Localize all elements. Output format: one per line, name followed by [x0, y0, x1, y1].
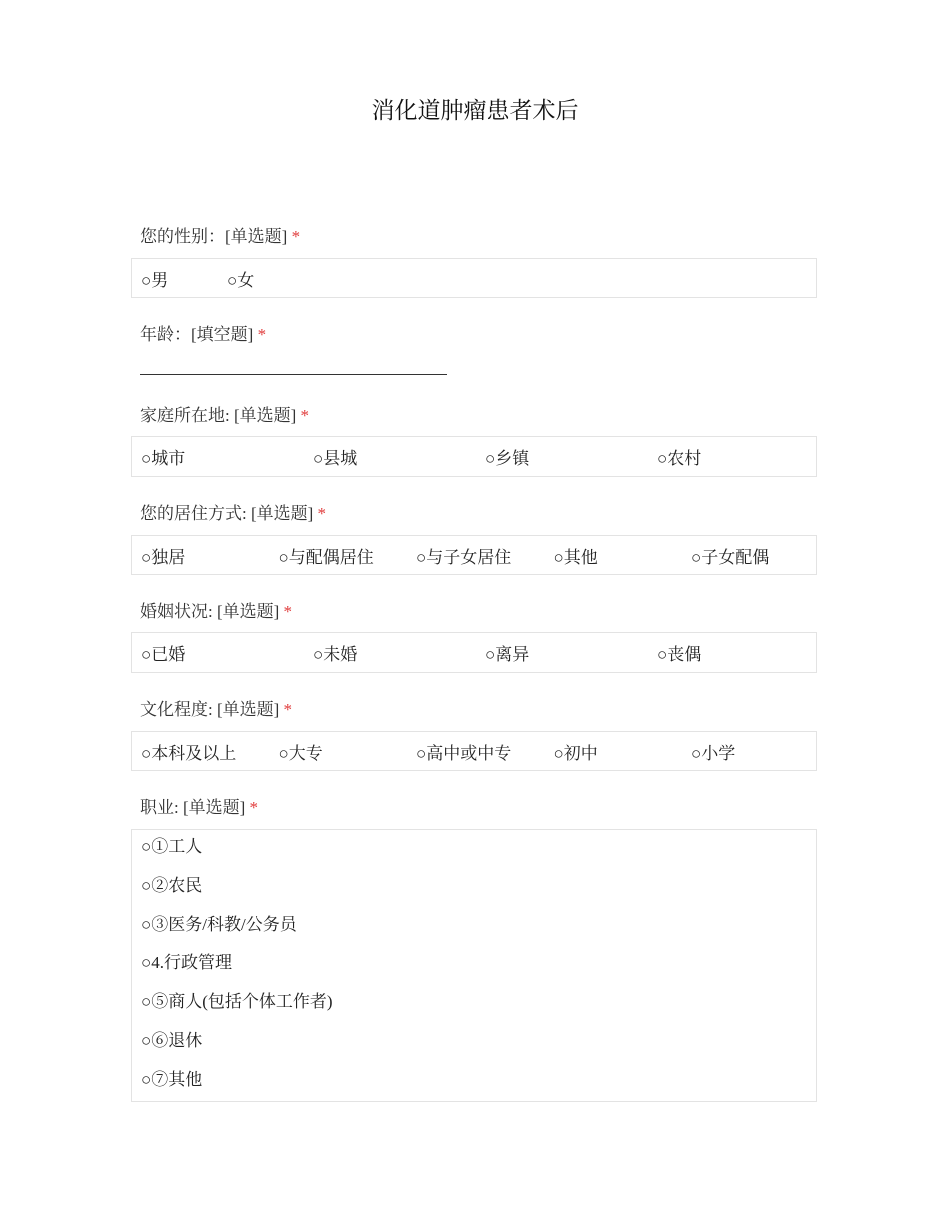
option-bachelor[interactable]: ○本科及以上: [141, 743, 237, 763]
option-divorced[interactable]: ○离异: [485, 645, 530, 664]
option-junior-high[interactable]: ○初中: [553, 743, 598, 763]
required-mark: *: [283, 602, 293, 621]
occupation-options: [131, 829, 817, 1102]
question-text: 您的居住方式: [单选题]: [140, 504, 314, 523]
option-unmarried[interactable]: ○未婚: [313, 645, 358, 664]
question-living-label: [140, 499, 326, 524]
question-text: 婚姻状况: [单选题]: [140, 602, 280, 621]
option-business[interactable]: ○⑤商人(包括个体工作者): [141, 992, 333, 1012]
question-gender-label: [140, 222, 300, 247]
marital-options: [131, 632, 817, 673]
option-high-school[interactable]: ○高中或中专: [416, 743, 512, 763]
option-village[interactable]: ○农村: [657, 449, 702, 468]
question-home-location-label: [140, 401, 309, 426]
gender-options: [131, 258, 817, 298]
question-text: 您的性别：[单选题]: [140, 227, 288, 246]
question-age-label: [140, 320, 266, 345]
option-widowed[interactable]: ○丧偶: [657, 645, 702, 664]
option-with-children[interactable]: ○与子女居住: [416, 547, 512, 567]
required-mark: *: [257, 325, 267, 344]
age-fill-blank[interactable]: [140, 374, 447, 375]
option-administration[interactable]: ○4.行政管理: [141, 953, 233, 973]
question-text: 职业: [单选题]: [140, 798, 246, 817]
option-college[interactable]: ○大专: [278, 743, 323, 763]
option-female[interactable]: ○女: [227, 270, 255, 290]
home-location-options: [131, 436, 817, 477]
option-retired[interactable]: ○⑥退休: [141, 1030, 203, 1050]
option-town[interactable]: ○乡镇: [485, 449, 530, 468]
education-options: [131, 731, 817, 771]
question-text: 年龄：[填空题]: [140, 325, 254, 344]
question-text: 家庭所在地: [单选题]: [140, 406, 297, 425]
required-mark: *: [283, 700, 293, 719]
question-education-label: [140, 695, 292, 720]
question-occupation-label: [140, 793, 258, 818]
required-mark: *: [300, 406, 310, 425]
option-city[interactable]: ○城市: [141, 449, 186, 468]
option-county[interactable]: ○县城: [313, 449, 358, 468]
living-options: [131, 535, 817, 575]
option-farmer[interactable]: ○②农民: [141, 875, 203, 895]
option-worker[interactable]: ○①工人: [141, 837, 203, 856]
option-primary[interactable]: ○小学: [691, 743, 736, 763]
option-other[interactable]: ○其他: [553, 547, 598, 567]
required-mark: *: [291, 227, 301, 246]
option-alone[interactable]: ○独居: [141, 547, 186, 567]
option-male[interactable]: ○男: [141, 270, 169, 290]
option-medical-education-civil[interactable]: ○③医务/科教/公务员: [141, 914, 297, 934]
option-children-spouse[interactable]: ○子女配偶: [691, 547, 770, 567]
option-other-occupation[interactable]: ○⑦其他: [141, 1069, 203, 1089]
question-marital-label: [140, 597, 292, 622]
option-married[interactable]: ○已婚: [141, 645, 186, 664]
option-with-spouse[interactable]: ○与配偶居住: [278, 547, 374, 567]
page-title: 消化道肿瘤患者术后: [371, 98, 579, 124]
required-mark: *: [249, 798, 259, 817]
question-text: 文化程度: [单选题]: [140, 700, 280, 719]
required-mark: *: [317, 504, 327, 523]
